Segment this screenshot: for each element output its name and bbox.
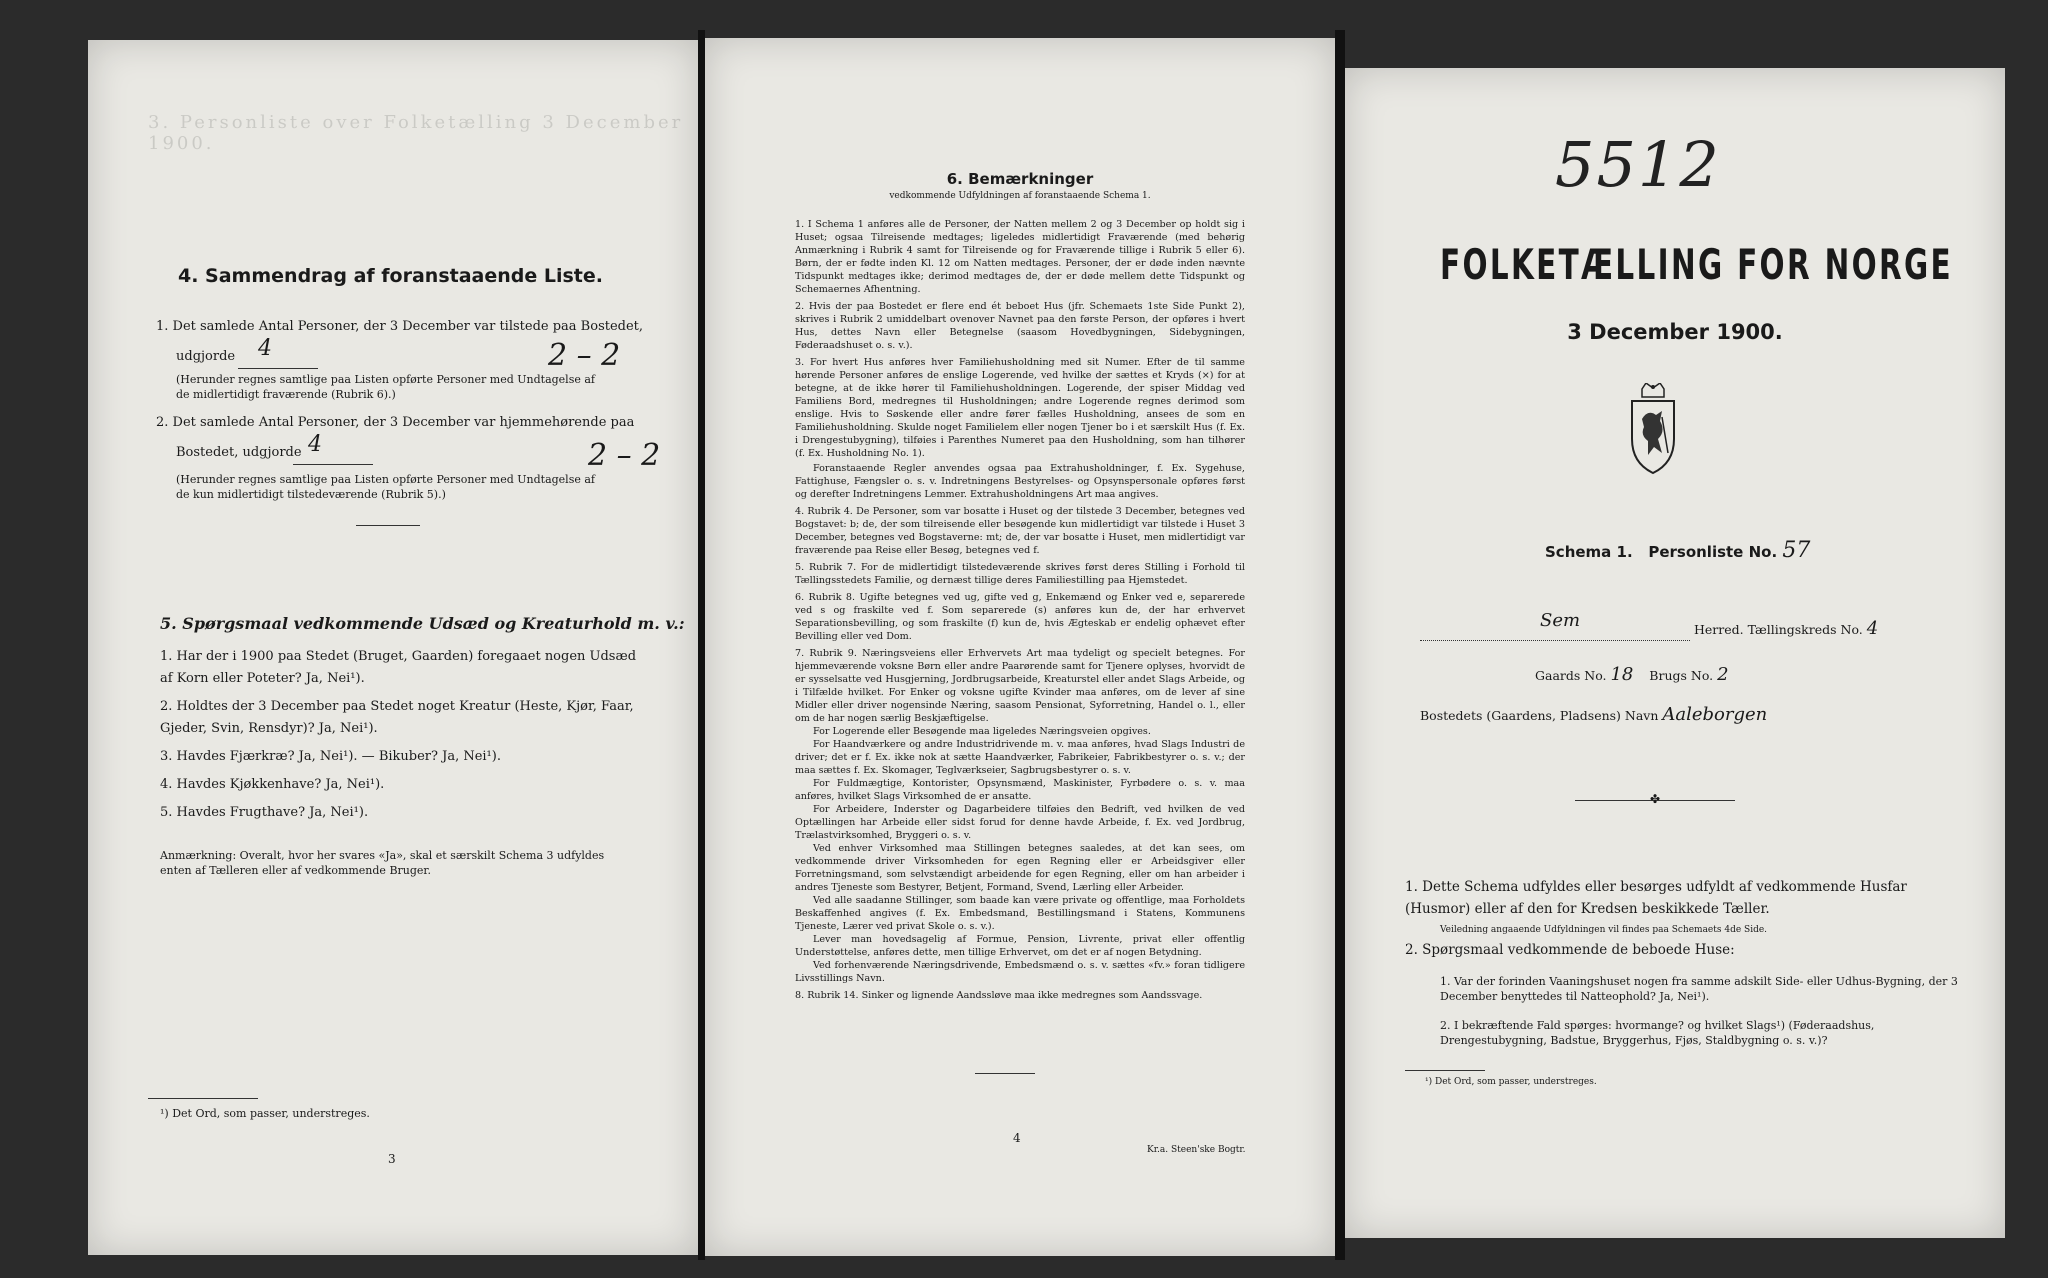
- left-page: [88, 40, 698, 1255]
- schema-label: Schema 1.: [1545, 543, 1633, 561]
- note-item: 4. Rubrik 4. De Personer, som var bosatte i Huset og der tilstede 3 December, betegnes ved Bogstavet: b; de, der som tilreisende eller besøgende kun midlertidigt var tilstede i Huset 3 December, betegnes ved Bogstaverne: mt; de, der var bosatte i Huset, men midlertidigt var fraværende paa Reise eller Besøg, betegnes ved f.: [795, 506, 1245, 556]
- note-item: For Logerende eller Besøgende maa ligeledes Næringsveien opgives.: [813, 726, 1151, 737]
- note-item: For Haandværkere og andre Industridrivende m. v. maa anføres, hvad Slags Industri de driver; det er f. Ex. ikke nok at sætte Haandværker, Fabrikeier, Fabrikbestyrer o. s. v.; der maa sættes f. Ex. Skomager, Teglværkseier, Sagbrugsbestyrer o. s. v.: [795, 739, 1245, 776]
- note-item: 2. Hvis der paa Bostedet er flere end ét beboet Hus (jfr. Schemaets 1ste Side Punkt 2), skrives i Rubrik 2 umiddelbart ovenover Navnet paa den første Person, der opføres i hvert Hus, dettes Navn eller Betegnelse (saasom Hovedbygningen, Sidebygningen, Føderaadshuset o. s. v.).: [795, 301, 1245, 351]
- instruction-2: 2. Spørgsmaal vedkommende de beboede Huse:: [1405, 942, 1735, 958]
- herred-line: [1420, 610, 1940, 641]
- note-item: 5. Rubrik 7. For de midlertidigt tilstedeværende skrives først deres Stilling i Forhold til Tællingsstedets Familie, og dernæst tillige deres Familiestilling paa Hjemstedet.: [795, 562, 1245, 586]
- note-item: For Fuldmægtige, Kontorister, Opsynsmænd, Maskinister, Fyrbødere o. s. v. maa anføres, hvilket Slags Virksomhed de er ansatte.: [795, 778, 1245, 802]
- printer-mark: Kr.a. Steen'ske Bogtr.: [1147, 1145, 1246, 1155]
- note-item: Lever man hovedsagelig af Formue, Pension, Livrente, privat eller offentlig Understøttelse, anføres dette, men tillige Erhvervet, om det er af nogen Betydning.: [795, 934, 1245, 958]
- gutter-right: [1335, 30, 1345, 1260]
- personliste-label: Personliste No.: [1648, 543, 1778, 561]
- kreds-value: 4: [1866, 618, 1879, 639]
- s4-item1-label: udgjorde: [176, 349, 236, 364]
- s4-item2-annotation: 2 – 2: [588, 438, 661, 473]
- s4-item1-text: 1. Det samlede Antal Personer, der 3 December var tilstede paa Bostedet,: [156, 319, 644, 334]
- ornament-icon: ✤: [1650, 792, 1661, 806]
- note-item: 3. For hvert Hus anføres hver Familiehusholdning med sit Numer. Efter de til samme hørende Personer anføres de enslige Logerende, ved hvilke der sættes et Kryds (×) for at betegne, at de ikke hører til Familiehusholdningen. Logerende, der spiser Middag ved Familiens Bord, medregnes til Husholdningen; andre Logerende regnes derimod som enslige. Hvis to Søskende eller andre fører fælles Husholdning, ansees de som en Familiehusholdning. Skulde noget Familielem eller nogen Tjener bo i et særskilt Hus (f. Ex. i Drengestubygning), tilføies i Parenthes Numeret paa den Husholdning, som han tilhører (f. Ex. Husholdning No. 1).: [795, 357, 1245, 459]
- gaards-value: 18: [1610, 664, 1634, 685]
- instruction-2-2: 2. I bekræftende Fald spørges: hvormange? og hvilket Slags¹) (Føderaadshus, Drengestubygning, Badstue, Bryggerhus, Fjøs, Staldbygning o. s. v.)?: [1440, 1019, 1875, 1047]
- census-title: FOLKETÆLLING FOR NORGE: [1440, 240, 1954, 289]
- mid-title: 6. Bemærkninger: [946, 170, 1094, 188]
- bosted-label: Bostedets (Gaardens, Pladsens) Navn: [1420, 708, 1659, 723]
- coat-of-arms-icon: [1628, 383, 1678, 479]
- s4-item2-value: 4: [308, 432, 322, 457]
- note-item: 6. Rubrik 8. Ugifte betegnes ved ug, gifte ved g, Enkemænd og Enker ved e, separerede ved s og fraskilte ved f. Som separerede (s) anføres kun de, der har erhvervet Separationsbevilling, og som fraskilte (f) kun de, hvis Ægteskab er endelig ophævet efter Bevilling eller ved Dom.: [795, 592, 1245, 642]
- s4-item2-text: 2. Det samlede Antal Personer, der 3 December var hjemmehørende paa: [156, 415, 635, 430]
- s5-question-5: 5. Havdes Frugthave? Ja, Nei¹).: [160, 805, 369, 820]
- brugs-value: 2: [1717, 664, 1729, 685]
- note-item: For Arbeidere, Inderster og Dagarbeidere tilføies den Bedrift, ved hvilken de ved Optællingen har Arbeide eller sidst forud for denne havde Arbeide, f. Ex. ved Jordbrug, Trælastvirksomhed, Bryggeri o. s. v.: [795, 804, 1245, 841]
- archive-number: 5512: [1555, 128, 1721, 201]
- section4-title: 4. Sammendrag af foranstaaende Liste.: [178, 265, 603, 287]
- note-item: Ved forhenværende Næringsdrivende, Embedsmænd o. s. v. sættes «fv.» foran tidligere Livsstillings Navn.: [795, 960, 1245, 984]
- s5-question-1: 1. Har der i 1900 paa Stedet (Bruget, Gaarden) foregaaet nogen Udsæd af Korn eller Poteter? Ja, Nei¹).: [160, 649, 637, 686]
- personliste-value: 57: [1782, 538, 1811, 563]
- notes-list: [795, 218, 1245, 1002]
- note-item: 1. I Schema 1 anføres alle de Personer, der Natten mellem 2 og 3 December op holdt sig i Huset; ogsaa Tilreisende medtages; ligeledes midlertidigt Fraværende (med behørig Anmærkning i Rubrik 4 samt for Tilreisende og for Fraværende tillige i Rubrik 5 eller 6). Børn, der er fødte inden Kl. 12 om Natten medtages. Personer, der er døde inden nævnte Tidspunkt medtages ikke; derimod medtages de, der er døde mellem dette Tidspunkt og Schemaernes Afhentning.: [795, 219, 1245, 295]
- kreds-label: Tællingskreds No.: [1747, 622, 1863, 637]
- s5-question-2: 2. Holdtes der 3 December paa Stedet noget Kreatur (Heste, Kjør, Faar, Gjeder, Svin, Rensdyr)? Ja, Nei¹).: [160, 699, 634, 736]
- note-item: Ved enhver Virksomhed maa Stillingen betegnes saaledes, at det kan sees, om vedkommende driver Virksomheden for egen Regning eller er Arbeidsgiver eller Forretningsmand, som selvstændigt arbeidende for egen Regning, eller om han arbeider i andres Tjeneste som Bestyrer, Betjent, Formand, Svend, Lærling eller Arbeider.: [795, 843, 1245, 893]
- note-item: Foranstaaende Regler anvendes ogsaa paa Extrahusholdninger, f. Ex. Sygehuse, Fattighuse, Fængsler o. s. v. Indretningens Bestyrelses- og Opsynspersonale opføres først og derefter Indretningens Lemmer. Extrahusholdningens Art maa angives.: [795, 463, 1245, 500]
- section5-title: 5. Spørgsmaal vedkommende Udsæd og Kreaturhold m. v.:: [160, 614, 685, 633]
- s4-item2-label: Bostedet, udgjorde: [176, 445, 302, 460]
- s4-item1-value: 4: [258, 336, 272, 361]
- census-date: 3 December 1900.: [1567, 320, 1783, 344]
- mid-page-number: 4: [1013, 1131, 1021, 1145]
- schema-line: [1545, 538, 1810, 563]
- bosted-line: [1420, 704, 1980, 727]
- brugs-label: Brugs No.: [1649, 668, 1714, 683]
- s5-remark: Anmærkning: Overalt, hvor her svares «Ja», skal et særskilt Schema 3 udfyldes enten af Tælleren eller af vedkommende Bruger.: [160, 849, 605, 877]
- bosted-value: Aaleborgen: [1662, 704, 1768, 725]
- left-footnote: ¹) Det Ord, som passer, understreges.: [160, 1107, 370, 1120]
- mid-subtitle: vedkommende Udfyldningen af foranstaaende Schema 1.: [889, 191, 1151, 201]
- herred-label: Herred.: [1693, 622, 1744, 637]
- ghost-header: 3. Personliste over Folketælling 3 December 1900.: [148, 112, 684, 154]
- herred-value: Sem: [1540, 610, 1581, 631]
- instruction-2-1: 1. Var der forinden Vaaningshuset nogen fra samme adskilt Side- eller Udhus-Bygning, der 3 December benyttedes til Natteophold? Ja, Nei¹).: [1440, 975, 1958, 1003]
- middle-page: [705, 38, 1335, 1256]
- s4-item2-note: (Herunder regnes samtlige paa Listen opførte Personer med Undtagelse af de kun midlertidigt tilstedeværende (Rubrik 5).): [176, 473, 595, 501]
- s4-item1-annotation: 2 – 2: [548, 338, 621, 373]
- s5-question-4: 4. Havdes Kjøkkenhave? Ja, Nei¹).: [160, 777, 385, 792]
- note-item: Ved alle saadanne Stillinger, som baade kan være private og offentlige, maa Forholdets Beskaffenhed angives (f. Ex. Embedsmand, Bestillingsmand i Statens, Kommunens Tjeneste, Lærer ved privat Skole o. s. v.).: [795, 895, 1245, 932]
- right-footnote: ¹) Det Ord, som passer, understreges.: [1425, 1077, 1597, 1087]
- gutter-left: [698, 30, 705, 1260]
- left-page-number: 3: [388, 1152, 396, 1166]
- gaards-label: Gaards No.: [1535, 668, 1607, 683]
- s4-item1-note: (Herunder regnes samtlige paa Listen opførte Personer med Undtagelse af de midlertidigt fraværende (Rubrik 6).): [176, 373, 595, 401]
- gaards-line: [1535, 664, 1729, 687]
- s5-question-3: 3. Havdes Fjærkræ? Ja, Nei¹). — Bikuber? Ja, Nei¹).: [160, 749, 501, 764]
- note-item: 7. Rubrik 9. Næringsveiens eller Erhvervets Art maa tydeligt og specielt betegnes. For hjemmeværende voksne Børn eller andre Paarørende samt for Tjenere oplyses, hvorvidt de er sysselsatte ved Husgjerning, Jordbrugsarbeide, Kreaturstel eller andet Slags Arbeide, og i Tilfælde hvilket. For Enker og voksne ugifte Kvinder maa anføres, om de lever af sine Midler eller driver nogensinde Næring, saasom Pensionat, Syforretning, Handel o. l., eller om de har nogen særlig Beskjæftigelse.: [795, 648, 1245, 724]
- instruction-1: 1. Dette Schema udfyldes eller besørges udfyldt af vedkommende Husfar (Husmor) eller af den for Kredsen beskikkede Tæller.: [1405, 879, 1907, 917]
- instruction-guide: Veiledning angaaende Udfyldningen vil findes paa Schemaets 4de Side.: [1440, 925, 1768, 935]
- note-item: 8. Rubrik 14. Sinker og lignende Aandssløve maa ikke medregnes som Aandssvage.: [795, 990, 1203, 1001]
- right-page: [1345, 68, 2005, 1238]
